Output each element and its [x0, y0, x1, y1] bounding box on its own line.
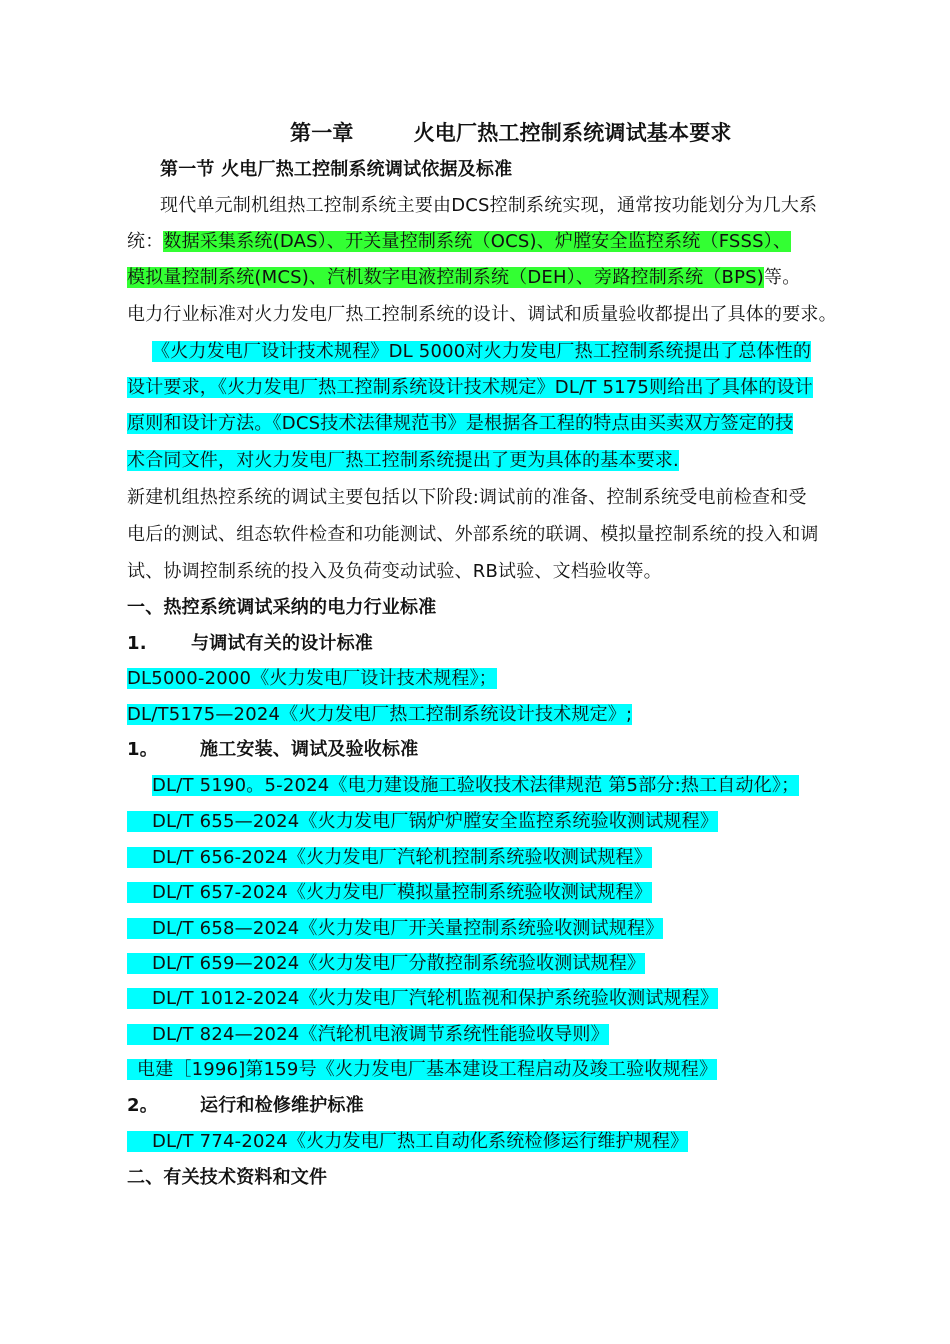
highlighted-text — [127, 882, 652, 903]
heading-1-3 — [127, 1094, 364, 1118]
highlighted-text — [127, 811, 718, 832]
text: 统： — [127, 231, 164, 252]
heading-1: 一、热控系统调试采纳的电力行业标准 — [127, 597, 437, 618]
heading-2: 二、有关技术资料和文件 — [127, 1167, 328, 1188]
highlighted-text — [127, 953, 645, 974]
highlighted-text: 设计要求，《火力发电厂热工控制系统设计技术规定》DL/T 5175则给出了具体的设计 — [127, 377, 813, 398]
heading-1-1 — [127, 632, 373, 656]
heading-text: 施工安装、调试及验收标准 — [200, 739, 419, 760]
standard-text: DL/T 1012-2024《火力发电厂汽轮机监视和保护系统验收测试规程》 — [152, 988, 719, 1009]
highlighted-text: 数据采集系统(DAS）、开关量控制系统（OCS)、炉膛安全监控系统（FSSS）、 — [163, 231, 792, 252]
standard-text: 电建［1996]第159号《火力发电厂基本建设工程启动及竣工验收规程》 — [137, 1059, 718, 1080]
install-standard — [127, 917, 663, 941]
chapter-title — [290, 121, 732, 145]
highlighted-text: 术合同文件，对火力发电厂热工控制系统提出了更为具体的基本要求. — [127, 450, 679, 471]
heading-number: 1。 — [127, 739, 158, 760]
install-standard — [127, 952, 645, 976]
standard-text: DL/T 656-2024《火力发电厂汽轮机控制系统验收测试规程》 — [152, 847, 652, 868]
paragraph-3-line-2 — [127, 376, 813, 400]
highlighted-text — [127, 988, 718, 1009]
highlighted-text: 模拟量控制系统(MCS)、汽机数字电液控制系统（DEH）、旁路控制系统（BPS) — [127, 267, 764, 288]
chapter-number: 第一章 — [290, 121, 354, 145]
paragraph-3-line-3 — [127, 412, 793, 436]
highlighted-text: 《火力发电厂设计技术规程》DL 5000对火力发电厂热工控制系统提出了总体性的 — [152, 341, 812, 362]
standard-text: DL/T 655—2024《火力发电厂锅炉炉膛安全监控系统验收测试规程》 — [152, 811, 719, 832]
install-standard — [152, 774, 799, 798]
standard-text: DL/T 774-2024《火力发电厂热工自动化系统检修运行维护规程》 — [152, 1131, 689, 1152]
paragraph-4-line-3: 试、协调控制系统的投入及负荷变动试验、RB试验、文档验收等。 — [127, 561, 662, 582]
highlighted-text — [127, 847, 652, 868]
heading-number: 2。 — [127, 1095, 158, 1116]
standard-text: DL/T 657-2024《火力发电厂模拟量控制系统验收测试规程》 — [152, 882, 652, 903]
design-standard-2 — [127, 703, 632, 727]
standard-text: DL/T 824—2024《汽轮机电液调节系统性能验收导则》 — [152, 1024, 609, 1045]
heading-text: 运行和检修维护标准 — [200, 1095, 364, 1116]
highlighted-text — [127, 1059, 717, 1080]
install-standard — [127, 1058, 717, 1082]
install-standard — [127, 881, 652, 905]
install-standard — [127, 846, 652, 870]
paragraph-3-line-1 — [152, 340, 811, 364]
highlighted-text — [127, 1024, 609, 1045]
highlighted-text: 原则和设计方法。《DCS技术法律规范书》是根据各工程的特点由买卖双方签定的技 — [127, 413, 794, 434]
install-standard — [127, 810, 718, 834]
paragraph-4-line-2: 电后的测试、组态软件检查和功能测试、外部系统的联调、模拟量控制系统的投入和调 — [127, 524, 819, 545]
chapter-title-text: 火电厂热工控制系统调试基本要求 — [413, 121, 732, 145]
heading-number: 1. — [127, 633, 147, 654]
paragraph-1-line-2 — [127, 230, 791, 254]
highlighted-text: DL5000-2000《火力发电厂设计技术规程》； — [127, 668, 497, 689]
paragraph-4-line-1: 新建机组热控系统的调试主要包括以下阶段:调试前的准备、控制系统受电前检查和受 — [127, 487, 807, 508]
install-standard — [127, 987, 718, 1011]
design-standard-1 — [127, 667, 497, 691]
section-title: 第一节 火电厂热工控制系统调试依据及标准 — [160, 159, 513, 180]
paragraph-1-line-1: 现代单元制机组热工控制系统主要由DCS控制系统实现，通常按功能划分为几大系 — [160, 195, 818, 216]
standard-text: DL/T 659—2024《火力发电厂分散控制系统验收测试规程》 — [152, 953, 646, 974]
standard-text: DL/T 658—2024《火力发电厂开关量控制系统验收测试规程》 — [152, 918, 664, 939]
paragraph-1-line-3 — [127, 266, 800, 290]
highlighted-text: DL/T5175—2024《火力发电厂热工控制系统设计技术规定》; — [127, 704, 633, 725]
highlighted-text: DL/T 5190。5-2024《电力建设施工验收技术法律规范 第5部分:热工自动化》； — [152, 775, 800, 796]
highlighted-text — [127, 918, 663, 939]
heading-1-2 — [127, 738, 418, 762]
install-standard — [127, 1023, 609, 1047]
paragraph-2: 电力行业标准对火力发电厂热工控制系统的设计、调试和质量验收都提出了具体的要求。 — [127, 304, 837, 325]
text: 等。 — [764, 267, 801, 288]
heading-text: 与调试有关的设计标准 — [191, 633, 373, 654]
paragraph-3-line-4 — [127, 449, 679, 473]
highlighted-text — [127, 1131, 688, 1152]
maintenance-standard — [127, 1130, 688, 1154]
